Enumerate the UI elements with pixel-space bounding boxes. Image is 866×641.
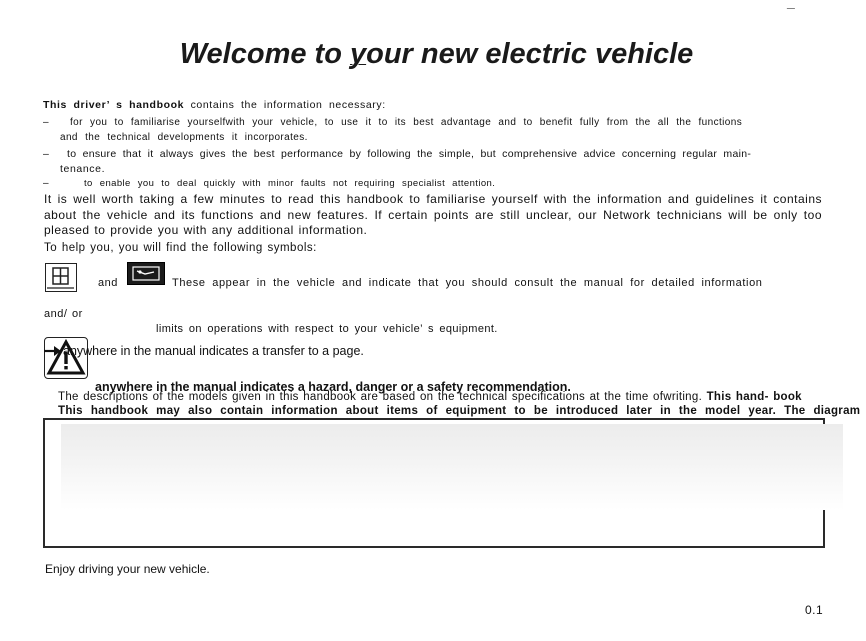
closing-text: Enjoy driving your new vehicle.	[45, 562, 210, 576]
paragraph-worth: It is well worth taking a few minutes to read this handbook to familiarise yourself with the information and guidelines it contains about the vehicle and its functions and new features. If certain points are still unclear, our Network technicians will be only too pleased to provide you with any additional information.	[44, 192, 822, 237]
info-box-fill	[61, 424, 843, 510]
bullet-3-dash: –	[43, 178, 49, 189]
page-title	[0, 38, 866, 71]
bullet-1-line-1: for you to familiarise yourselfwith your vehicle, to use it to its best advantage and to benefit fully from the all the functions	[70, 117, 743, 128]
page-transfer-text: anywhere in the manual indicates a transfer to a page.	[63, 344, 364, 358]
notice-line-2: This handbook may also contain information about items of equipment to be introduced later in the model year. The diagram	[58, 405, 861, 417]
bullet-2-dash: –	[43, 148, 50, 160]
symbols-intro: To help you, you will find the following symbols:	[44, 242, 317, 254]
bullet-2-line-2: tenance.	[60, 163, 106, 175]
page-number: 0.1	[805, 603, 824, 617]
hazard-text: anywhere in the manual indicates a hazard, danger or a safety recommendation.	[95, 380, 571, 394]
bullet-1-line-2: and the technical developments it incorporates.	[60, 132, 308, 143]
notice-line-1-bold: This hand- book	[706, 391, 802, 403]
book-icon	[45, 263, 77, 292]
title-part-2: our new electric vehicle	[366, 38, 694, 70]
symbols-limits-text: limits on operations with respect to your vehicle’ s equipment.	[156, 323, 498, 335]
intro-bold-lead: This driver’ s handbook	[43, 99, 185, 111]
bullet-1-dash: –	[43, 117, 49, 128]
intro-rest: contains the information necessary:	[184, 99, 386, 111]
info-box	[43, 418, 825, 548]
corner-mark: _	[787, 0, 795, 10]
notice-line-1	[58, 391, 802, 403]
symbols-and: and	[98, 277, 118, 289]
intro-line	[43, 99, 386, 111]
title-part-1: Welcome to	[179, 38, 350, 70]
page-arrow-icon	[44, 344, 62, 356]
bullet-3-line-1: to enable you to deal quickly with minor faults not requiring specialist attention.	[84, 178, 496, 189]
bullet-2-line-1: to ensure that it always gives the best performance by following the simple, but comprehensive advice concerning regular main-	[67, 148, 752, 160]
symbols-andor: and/ or	[44, 308, 83, 320]
notice-line-1-normal: The descriptions of the models given in this handbook are based on the technical specifications at the time ofwriting.	[58, 391, 703, 403]
title-underlined-letter: y	[349, 38, 367, 70]
service-icon	[127, 262, 165, 285]
symbols-appear-text: These appear in the vehicle and indicate that you should consult the manual for detailed information	[172, 277, 763, 289]
